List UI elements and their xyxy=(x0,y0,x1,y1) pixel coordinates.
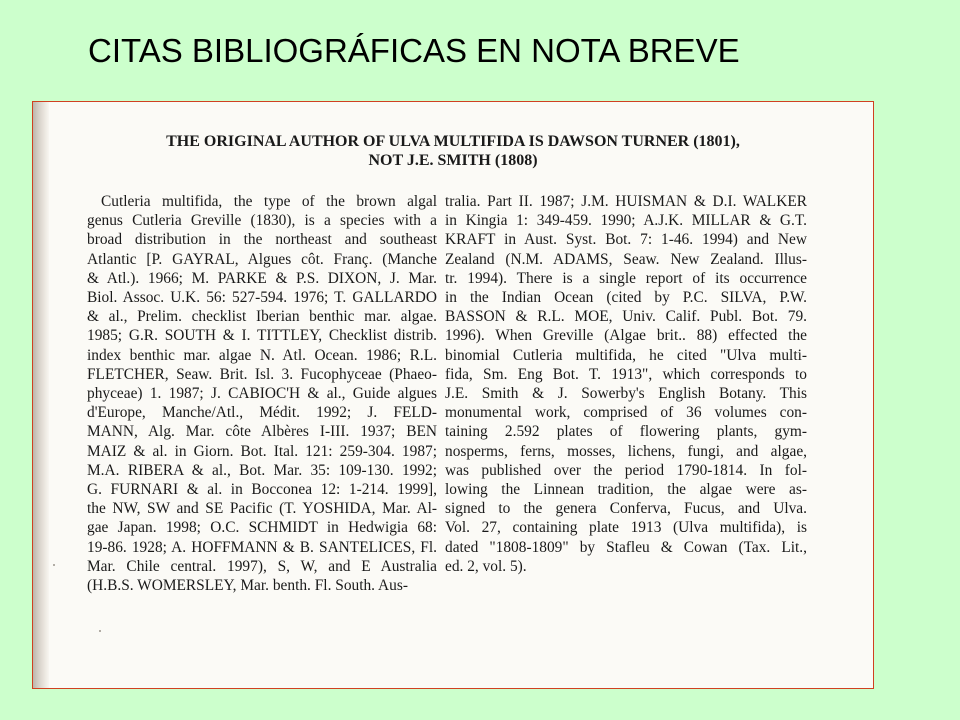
text-line: MAIZ & al. in Giorn. Bot. Ital. 121: 259-304. 1987; xyxy=(87,442,437,460)
text-line: 1996). When Greville (Algae brit.. 88) effected the xyxy=(445,327,807,345)
text-line: nosperms, ferns, mosses, lichens, fungi, and algae, xyxy=(445,442,807,460)
text-line: broad distribution in the northeast and southeast xyxy=(87,231,437,249)
article-title-line: THE ORIGINAL AUTHOR OF ULVA MULTIFIDA IS DAWSON TURNER (1801), xyxy=(166,133,740,150)
text-line: Vol. 27, containing plate 1913 (Ulva multifida), is xyxy=(445,519,807,537)
article-left-column xyxy=(87,192,437,595)
text-line: tralia. Part II. 1987; J.M. HUISMAN & D.I. WALKER xyxy=(445,193,807,210)
text-line: 19-86. 1928; A. HOFFMANN & B. SANTELICES, Fl. xyxy=(87,538,437,556)
text-line: dated "1808-1809" by Stafleu & Cowan (Tax. Lit., xyxy=(445,538,807,556)
text-line: Cutleria multifida, the type of the brown algal xyxy=(101,193,437,210)
text-line: in Kingia 1: 349-459. 1990; A.J.K. MILLAR & G.T. xyxy=(445,212,807,230)
text-line: (H.B.S. WOMERSLEY, Mar. benth. Fl. South. Aus- xyxy=(87,577,408,595)
text-line: binomial Cutleria multifida, he cited "Ulva multi- xyxy=(445,346,807,364)
scanned-page-image xyxy=(32,101,874,689)
text-line: J.E. Smith & J. Sowerby's English Botany. This xyxy=(445,385,807,403)
text-line: G. FURNARI & al. in Bocconea 12: 1-214. 1999], xyxy=(87,481,437,499)
text-line: & Atl.). 1966; M. PARKE & P.S. DIXON, J. Mar. xyxy=(87,269,437,287)
text-line: Atlantic [P. GAYRAL, Algues côt. Franç. (Manche xyxy=(87,250,437,268)
text-line: ed. 2, vol. 5). xyxy=(445,557,527,575)
text-line: d'Europe, Manche/Atl., Médit. 1992; J. FELD- xyxy=(87,404,437,422)
article-right-column xyxy=(445,192,807,576)
text-line: & al., Prelim. checklist Iberian benthic mar. algae. xyxy=(87,308,437,326)
text-line: Biol. Assoc. U.K. 56: 527-594. 1976; T. GALLARDO xyxy=(87,289,437,307)
text-line: fida, Sm. Eng Bot. T. 1913", which corresponds to xyxy=(445,365,807,383)
slide-title: CITAS BIBLIOGRÁFICAS EN NOTA BREVE xyxy=(88,32,740,69)
text-line: Zealand (N.M. ADAMS, Seaw. New Zealand. Illus- xyxy=(445,250,807,268)
article-page xyxy=(33,102,873,688)
article-title-line: NOT J.E. SMITH (1808) xyxy=(368,152,538,169)
text-line: signed to the genera Conferva, Fucus, and Ulva. xyxy=(445,500,807,518)
text-line: KRAFT in Aust. Syst. Bot. 7: 1-46. 1994) and New xyxy=(445,231,807,249)
text-line: MANN, Alg. Mar. côte Albères I-III. 1937; BEN xyxy=(87,423,437,441)
text-line: M.A. RIBERA & al., Bot. Mar. 35: 109-130. 1992; xyxy=(87,461,437,479)
text-line: was published over the period 1790-1814. In fol- xyxy=(445,461,807,479)
text-line: monumental work, comprised of 36 volumes con- xyxy=(445,404,807,422)
text-line: gae Japan. 1998; O.C. SCHMIDT in Hedwigia 68: xyxy=(87,519,437,537)
scan-speck xyxy=(53,564,55,566)
text-line: 1985; G.R. SOUTH & I. TITTLEY, Checklist distrib. xyxy=(87,327,437,345)
text-line: FLETCHER, Seaw. Brit. Isl. 3. Fucophyceae (Phaeo- xyxy=(87,365,437,383)
text-line: the NW, SW and SE Pacific (T. YOSHIDA, Mar. Al- xyxy=(87,500,437,518)
scan-speck xyxy=(99,630,101,632)
text-line: index benthic mar. algae N. Atl. Ocean. 1986; R.L. xyxy=(87,346,437,364)
text-line: taining 2.592 plates of flowering plants, gym- xyxy=(445,423,807,441)
text-line: genus Cutleria Greville (1830), is a species with a xyxy=(87,212,437,230)
text-line: tr. 1994). There is a single report of its occurrence xyxy=(445,269,807,287)
text-line: Mar. Chile central. 1997), S, W, and E Australia xyxy=(87,557,437,575)
text-line: in the Indian Ocean (cited by P.C. SILVA, P.W. xyxy=(445,289,807,307)
text-line: phyceae) 1. 1987; J. CABIOC'H & al., Guide algues xyxy=(87,385,437,403)
article-title xyxy=(73,132,833,170)
text-line: lowing the Linnean tradition, the algae were as- xyxy=(445,481,807,499)
text-line: BASSON & R.L. MOE, Univ. Calif. Publ. Bot. 79. xyxy=(445,308,807,326)
